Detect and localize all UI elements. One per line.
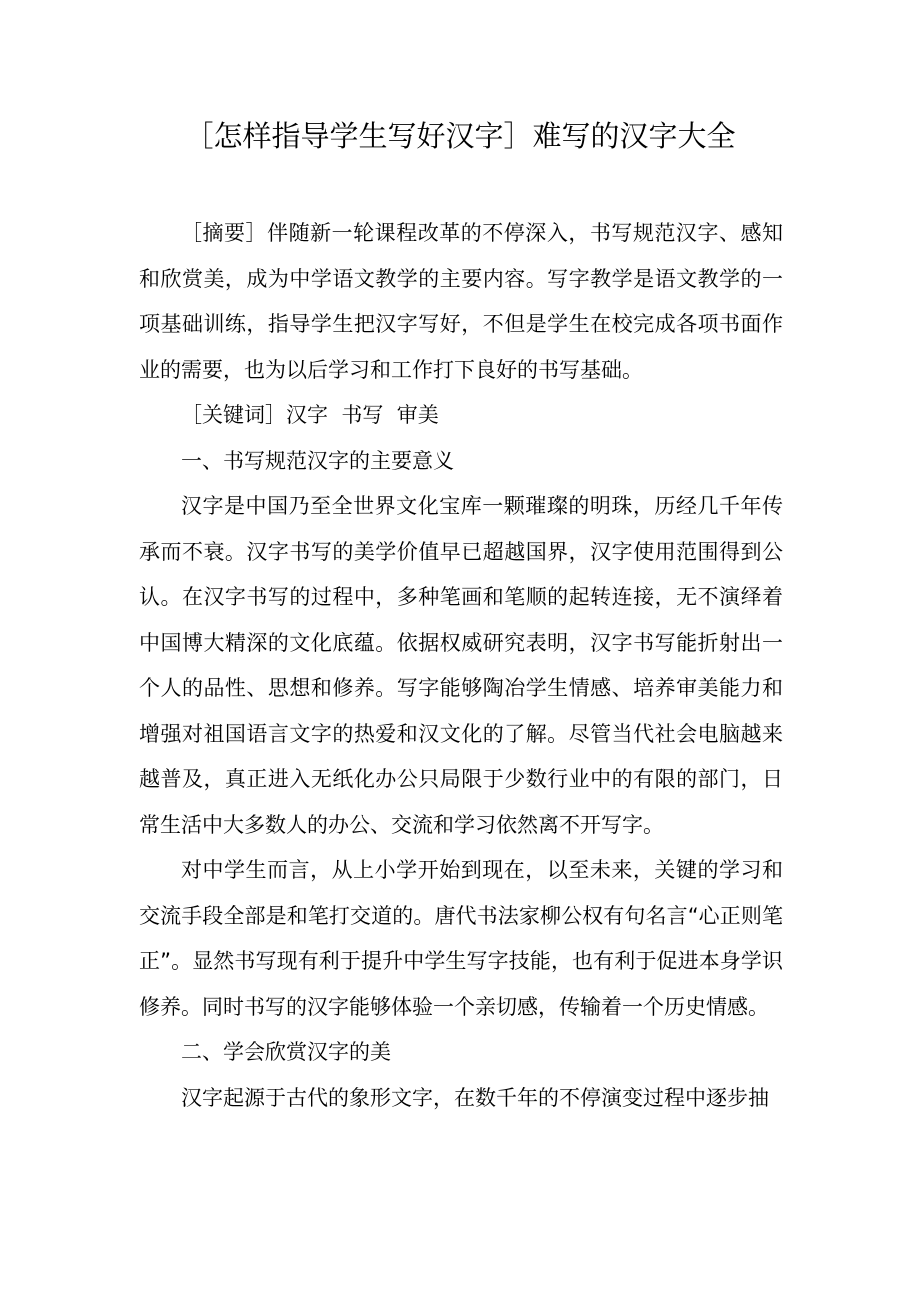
document-title: ［怎样指导学生写好汉字］难写的汉字大全 (184, 119, 736, 153)
section-heading-1: 一、书写规范汉字的主要意义 (181, 448, 454, 473)
section1-paragraph-1: 汉字是中国乃至全世界文化宝库一颗璀璨的明珠，历经几千年传承而不衰。汉字书写的美学价值早已超越国界，汉字使用范围得到公认。在汉字书写的过程中，多种笔画和笔顺的起转连接，无不演绎着中国博大精深的文化底蕴。依据权威研究表明，汉字书写能折射出一个人的品性、思想和修养。写字能够陶冶学生情感、培养审美能力和增强对祖国语言文字的热爱和汉文化的了解。尽管当代社会电脑越来越普及，真正进入无纸化办公只局限于少数行业中的有限的部门，日常生活中大多数人的办公、交流和学习依然离不开写字。 (139, 494, 783, 837)
keywords-line: ［关键词］汉字 书写 审美 (181, 403, 439, 427)
section2-paragraph-1: 汉字起源于古代的象形文字，在数千年的不停演变过程中逐步抽 (181, 1085, 769, 1110)
section-heading-2: 二、学会欣赏汉字的美 (181, 1040, 391, 1064)
document-body (139, 211, 783, 1121)
abstract-paragraph: ［摘要］伴随新一轮课程改革的不停深入，书写规范汉字、感知和欣赏美，成为中学语文教学的主要内容。写字教学是语文教学的一项基础训练，指导学生把汉字写好，不但是学生在校完成各项书面作业的需要，也为以后学习和工作打下良好的书写基础。 (139, 221, 783, 382)
section1-paragraph-2: 对中学生而言，从上小学开始到现在，以至未来，关键的学习和交流手段全部是和笔打交道的。唐代书法家柳公权有句名言“心正则笔正”。显然书写现有利于提升中学生写字技能，也有利于促进本身学识修养。同时书写的汉字能够体验一个亲切感，传输着一个历史情感。 (139, 858, 783, 1019)
